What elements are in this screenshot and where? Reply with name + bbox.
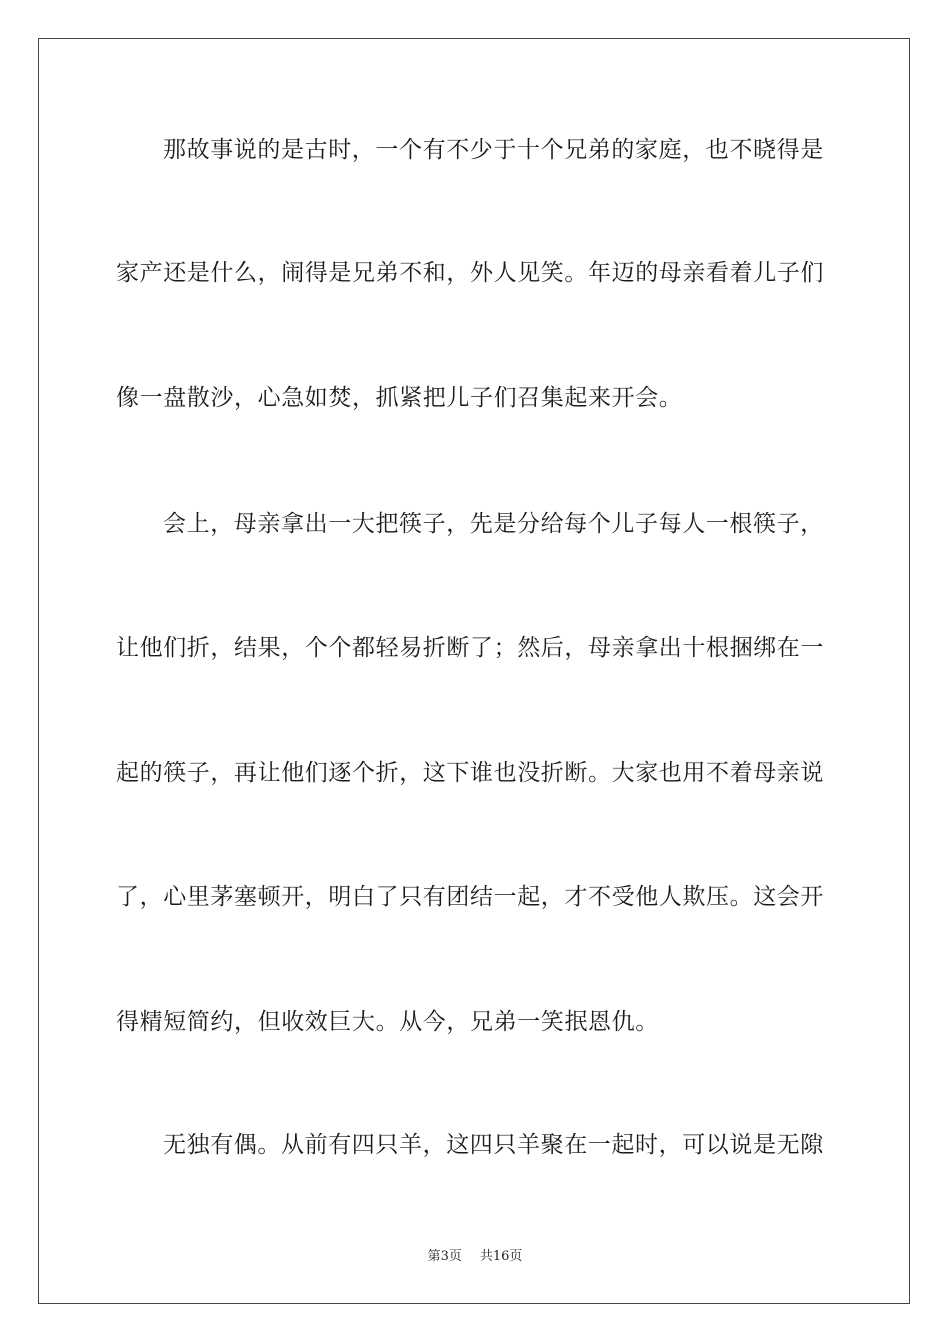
page-footer [0, 1248, 950, 1266]
page-total: 共16页 [479, 1249, 523, 1264]
page-border [38, 38, 910, 1304]
paragraph-line: 那故事说的是古时，一个有不少于十个兄弟的家庭，也不晓得是 [163, 137, 824, 163]
paragraph-line: 了，心里茅塞顿开，明白了只有团结一起，才不受他人欺压。这会开 [116, 884, 824, 910]
paragraph-line: 起的筷子，再让他们逐个折，这下谁也没折断。大家也用不着母亲说 [116, 760, 824, 786]
paragraph-line: 会上，母亲拿出一大把筷子，先是分给每个儿子每人一根筷子， [163, 511, 824, 537]
paragraph-line: 像一盘散沙，心急如焚，抓紧把儿子们召集起来开会。 [116, 385, 683, 411]
paragraph-line: 无独有偶。从前有四只羊，这四只羊聚在一起时，可以说是无隙 [163, 1132, 824, 1158]
paragraph-line: 家产还是什么，闹得是兄弟不和，外人见笑。年迈的母亲看着儿子们 [116, 260, 824, 286]
paragraph-line: 让他们折，结果，个个都轻易折断了；然后，母亲拿出十根捆绑在一 [116, 635, 824, 661]
page-number: 第3页 [427, 1249, 462, 1264]
paragraph-line: 得精短简约，但收效巨大。从今，兄弟一笑抿恩仇。 [116, 1009, 659, 1035]
